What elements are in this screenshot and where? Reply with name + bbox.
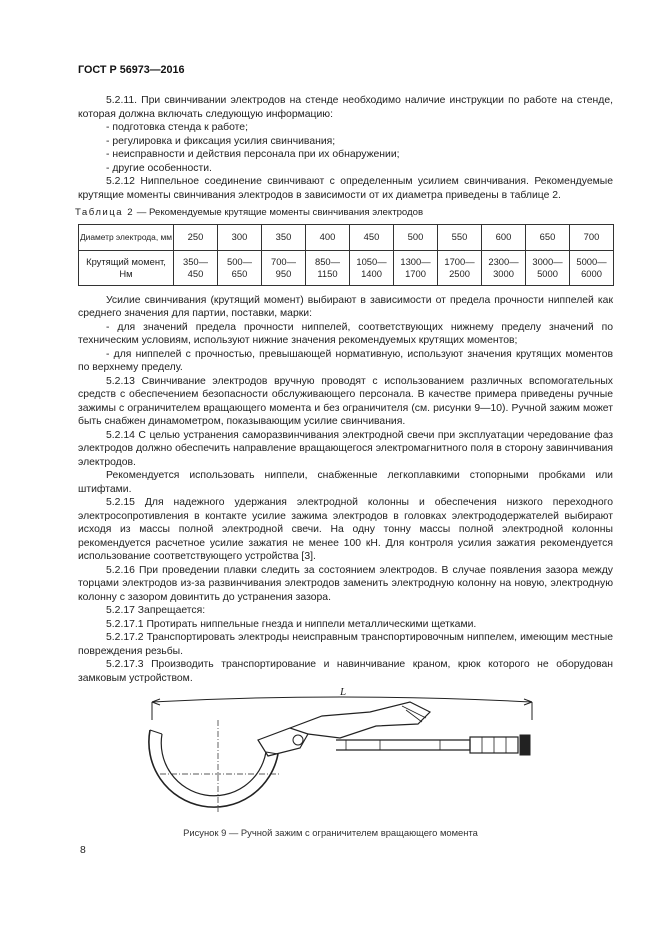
table-cell: 700 bbox=[570, 224, 614, 250]
list-item: - для значений предела прочности ниппелей, соответствующих нижнему пределу значений по техническим условиям, используют нижние значения рекомендуемых крутящих моментов; bbox=[78, 321, 613, 346]
dimension-ticks bbox=[152, 702, 532, 720]
table-caption-text: — Рекомендуемые крутящие моменты свинчивания электродов bbox=[134, 207, 424, 218]
table-cell bbox=[262, 250, 306, 285]
torque-from: 1700— bbox=[444, 256, 475, 267]
list-item: - регулировка и фиксация усилия свинчивания; bbox=[106, 135, 336, 147]
table-cell: 400 bbox=[306, 224, 350, 250]
table-caption bbox=[75, 206, 613, 220]
table-cell bbox=[174, 250, 218, 285]
torque-to: 2500 bbox=[449, 267, 470, 279]
paragraph-5-2-17-1: 5.2.17.1 Протирать ниппельные гнезда и ниппели металлическими щетками. bbox=[106, 618, 477, 630]
list-item: - для ниппелей с прочностью, превышающей нормативную, используют значения крутящих моментов по верхнему пределу. bbox=[78, 348, 613, 373]
paragraph-5-2-12: 5.2.12 Ниппельное соединение свинчивают с определенным усилием свинчивания. Рекомендуемые крутящие моменты свинчивания электродов в зависимости от их диаметра приведены в таблице 2. bbox=[78, 176, 613, 201]
table-cell: 500 bbox=[394, 224, 438, 250]
torque-from: 700— bbox=[270, 256, 297, 267]
document-header: ГОСТ Р 56973—2016 bbox=[78, 64, 185, 76]
torque-from: 500— bbox=[226, 256, 253, 267]
paragraph-5-2-16: 5.2.16 При проведении плавки следить за состоянием электродов. В случае появления зазора между торцами электродов из-за развинчивания электродов заменить электродную колонну на новую, электродную колонну с зазором довинтить до устранения зазора. bbox=[78, 564, 613, 603]
handle-tube bbox=[336, 740, 470, 750]
table-cell bbox=[526, 250, 570, 285]
paragraph-5-2-14: 5.2.14 С целью устранения саморазвинчивания электродной свечи при эксплуатации чередование фаз электродов должно обеспечить направление вращающегося электромагнитного поля в сторону завинчивания электродов. bbox=[78, 429, 613, 468]
list-item: - другие особенности. bbox=[106, 162, 212, 174]
table-cell bbox=[350, 250, 394, 285]
figure-caption: Рисунок 9 — Ручной зажим с ограничителем вращающего момента bbox=[183, 827, 478, 838]
table-cell: 250 bbox=[174, 224, 218, 250]
torque-from: 350— bbox=[182, 256, 209, 267]
torque-to: 950 bbox=[275, 267, 292, 279]
table-cell: 550 bbox=[438, 224, 482, 250]
torque-from: 2300— bbox=[488, 256, 519, 267]
paragraph-5-2-17-3: 5.2.17.3 Производить транспортирование и навинчивание краном, крюк которого не оборудован замковым устройством. bbox=[78, 659, 613, 684]
table-cell: 650 bbox=[526, 224, 570, 250]
table-row bbox=[79, 250, 614, 285]
list-item: - подготовка стенда к работе; bbox=[106, 122, 248, 133]
table-cell: 450 bbox=[350, 224, 394, 250]
hinge-link bbox=[258, 728, 308, 756]
paragraph-recommendation: Рекомендуется использовать ниппели, снабженные легкоплавкими стопорными пробками или штифтами. bbox=[78, 470, 613, 495]
dimension-label: L bbox=[340, 686, 347, 698]
paragraph-5-2-17: 5.2.17 Запрещается: bbox=[106, 605, 206, 616]
table-caption-label: Таблица 2 bbox=[75, 207, 135, 218]
paragraph-5-2-11: 5.2.11. При свинчивании электродов на стенде необходимо наличие инструкции по работе на стенде, которая должна включать следующую информацию: bbox=[78, 95, 613, 120]
torque-from: 850— bbox=[314, 256, 341, 267]
table-cell bbox=[306, 250, 350, 285]
end-cap bbox=[520, 735, 530, 755]
torque-to: 650 bbox=[231, 267, 248, 279]
body-text bbox=[75, 94, 613, 685]
paragraph-tightening-force: Усилие свинчивания (крутящий момент) выбирают в зависимости от предела прочности ниппелей как среднего значения для партии, поставки, марки: bbox=[78, 294, 613, 319]
torque-from: 5000— bbox=[576, 256, 607, 267]
table-cell bbox=[438, 250, 482, 285]
paragraph-5-2-15: 5.2.15 Для надежного удержания электродной колонны и обеспечения низкого переходного электросопротивления в контакте усилие зажима электродов в головках электрододержателей выбирают исходя из массы полной электродной свечи. На одну тонну массы полной электродной колонны рекомендуется расчетное усилие зажатия не менее 100 кН. Для контроля усилия зажатия рекомендуется использование соответствующего устройства [3]. bbox=[78, 497, 613, 562]
torque-to: 1400 bbox=[361, 267, 382, 279]
table-cell bbox=[482, 250, 526, 285]
list-item: - неисправности и действия персонала при их обнаружении; bbox=[106, 149, 400, 160]
table-cell: 600 bbox=[482, 224, 526, 250]
table-cell bbox=[570, 250, 614, 285]
hinge-pin bbox=[293, 735, 303, 745]
torque-from: 1050— bbox=[356, 256, 387, 267]
torque-to: 3000 bbox=[493, 267, 514, 279]
torque-from: 1300— bbox=[400, 256, 431, 267]
page-number: 8 bbox=[80, 845, 86, 856]
table-cell: 300 bbox=[218, 224, 262, 250]
paragraph-5-2-13: 5.2.13 Свинчивание электродов вручную проводят с использованием различных вспомогательных средств с обеспечением безопасности обслуживающего персонала. В качестве примера приведены ручные зажимы с ограничителем вращающего момента и без ограничителя (см. рисунки 9—10). Ручной зажим может быть снабжен динамометром, показывающим усилие свинчивания. bbox=[78, 375, 613, 427]
table-cell bbox=[394, 250, 438, 285]
hand-clamp-figure bbox=[140, 682, 550, 822]
lever-arm bbox=[290, 702, 430, 738]
torque-from: 3000— bbox=[532, 256, 563, 267]
torque-to: 450 bbox=[187, 267, 204, 279]
torque-to: 1150 bbox=[317, 267, 338, 279]
table-cell: 350 bbox=[262, 224, 306, 250]
torque-to: 6000 bbox=[581, 267, 602, 279]
torque-to: 5000 bbox=[537, 267, 558, 279]
grip-rings bbox=[482, 737, 506, 753]
handle-joints bbox=[346, 740, 440, 750]
table-row bbox=[79, 224, 614, 250]
torque-table bbox=[78, 224, 614, 286]
clamp-jaw-inner bbox=[161, 734, 266, 796]
table-cell bbox=[218, 250, 262, 285]
torque-to: 1700 bbox=[405, 267, 426, 279]
paragraph-5-2-17-2: 5.2.17.2 Транспортировать электроды неисправным транспортировочным ниппелем, имеющим местные повреждения резьбы. bbox=[78, 632, 613, 657]
table-row-header: Диаметр электрода, мм bbox=[79, 224, 174, 250]
table-row-header: Крутящий момент, Нм bbox=[79, 250, 174, 285]
